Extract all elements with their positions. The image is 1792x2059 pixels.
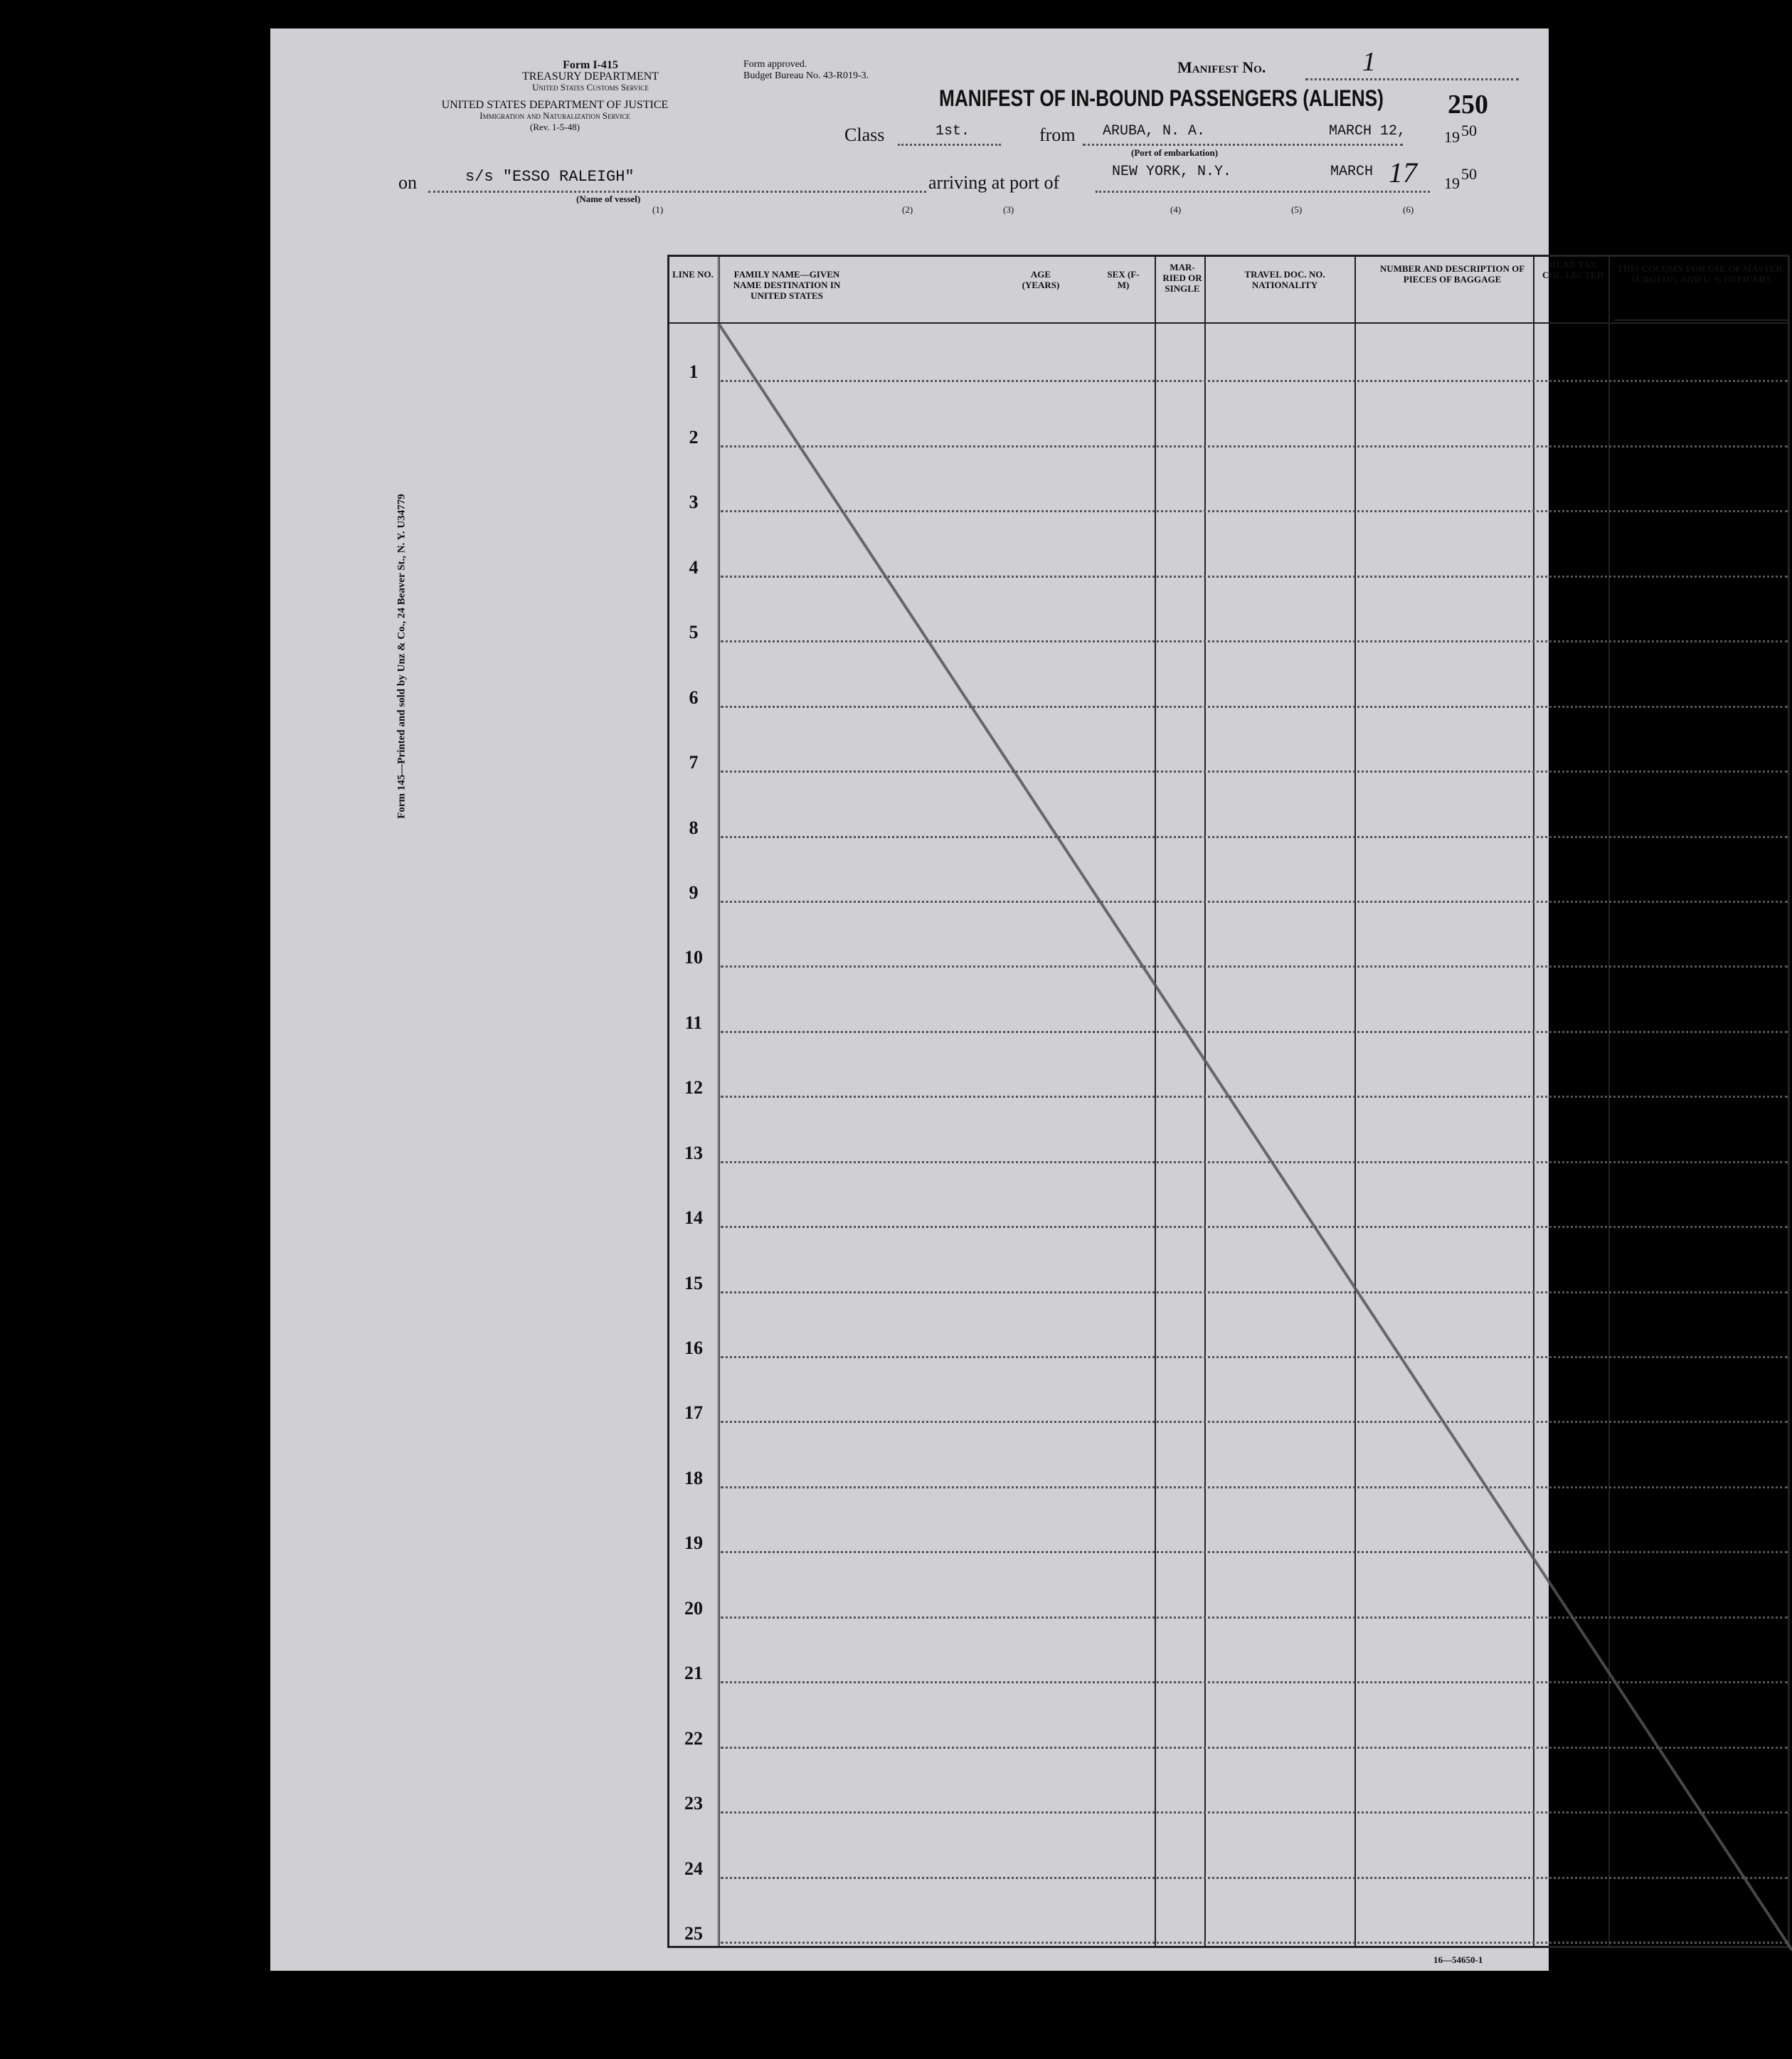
col-header-head-tax: HEAD TAX COL-LECTED — [1542, 259, 1603, 280]
passenger-table — [667, 255, 1790, 1948]
departure-year-prefix: 19 — [1444, 128, 1460, 146]
col-header-married: MAR-RIED OR SINGLE — [1162, 262, 1202, 294]
row-line-number: 10 — [684, 947, 703, 968]
class-label: Class — [844, 125, 885, 145]
treasury-dept: TREASURY DEPARTMENT — [521, 70, 659, 83]
departure-date: MARCH 12, — [1329, 123, 1406, 139]
manifest-page-number: 250 — [1448, 90, 1488, 120]
row-line-number: 12 — [684, 1077, 703, 1099]
printer-side-note: Form 145—Printed and sold by Unz & Co., 24 Beaver St., N. Y. U34779 — [396, 494, 408, 819]
arrival-port: NEW YORK, N.Y. — [1112, 164, 1232, 180]
col-header-name-destination: FAMILY NAME—GIVEN NAME DESTINATION IN UNITED STATES — [733, 269, 841, 301]
row-line-number: 25 — [684, 1922, 703, 1944]
vessel-caption: (Name of vessel) — [576, 194, 641, 204]
row-line-number: 2 — [689, 426, 699, 448]
row-line-number: 6 — [689, 687, 699, 708]
column-number-6: (6) — [1403, 204, 1414, 215]
row-line-number: 14 — [684, 1207, 703, 1229]
arrival-year-prefix: 19 — [1444, 174, 1460, 192]
immigration-service: Immigration and Naturalization Service — [479, 110, 630, 121]
column-number-4: (4) — [1170, 204, 1182, 215]
from-line — [1083, 144, 1403, 146]
row-line-number: 22 — [684, 1727, 703, 1749]
manifest-no-line — [1305, 78, 1519, 80]
column-number-2: (2) — [902, 204, 913, 215]
customs-service: United States Customs Service — [532, 82, 649, 92]
row-line-number: 18 — [684, 1467, 703, 1488]
row-line-number: 23 — [684, 1793, 703, 1814]
row-line-number: 8 — [689, 817, 699, 838]
budget-bureau: Budget Bureau No. 43-R019-3. — [743, 70, 869, 81]
class-line — [898, 144, 1001, 146]
on-label: on — [398, 172, 417, 193]
col-header-sex: SEX (F-M) — [1107, 269, 1140, 290]
from-label: from — [1039, 125, 1076, 145]
col-header-line-no: LINE NO. — [672, 269, 714, 280]
arrival-line — [1096, 191, 1430, 193]
row-line-number: 11 — [684, 1012, 703, 1033]
arriving-label: arriving at port of — [928, 172, 1060, 193]
form-revision: (Rev. 1-5-48) — [530, 122, 580, 132]
arrival-month: MARCH — [1330, 164, 1374, 180]
embark-port: ARUBA, N. A. — [1103, 123, 1206, 139]
col-header-baggage: NUMBER AND DESCRIPTION OF PIECES OF BAGGAGE — [1379, 263, 1525, 285]
row-line-number: 24 — [684, 1858, 703, 1879]
row-line-number: 13 — [684, 1142, 703, 1163]
row-line-number: 17 — [684, 1402, 703, 1424]
column-number-3: (3) — [1003, 204, 1014, 215]
manifest-no-label: Manifest No. — [1177, 58, 1266, 76]
vessel-name: s/s "ESSO RALEIGH" — [465, 168, 635, 186]
row-line-number: 3 — [689, 492, 699, 513]
row-line-number: 21 — [684, 1663, 703, 1684]
row-line-number: 1 — [689, 361, 699, 383]
column-number-1: (1) — [652, 204, 664, 215]
form-approved: Form approved. — [743, 59, 807, 70]
departure-year: 50 — [1461, 122, 1477, 139]
arrival-year: 50 — [1461, 165, 1477, 183]
col-header-officers: THIS COLUMN FOR USE OF MASTER, SURGEON, AND U. S. OFFICERS — [1617, 263, 1785, 285]
footer-code: 16—54650-1 — [1433, 1954, 1483, 1965]
row-line-number: 16 — [684, 1338, 703, 1359]
row-line-number: 9 — [689, 882, 699, 903]
manifest-title: MANIFEST OF IN-BOUND PASSENGERS (ALIENS) — [939, 85, 1384, 111]
col-header-travel-doc: TRAVEL DOC. NO. NATIONALITY — [1244, 269, 1325, 290]
row-line-number: 4 — [689, 556, 699, 578]
class-value: 1st. — [935, 123, 970, 139]
manifest-no-value: 1 — [1362, 47, 1376, 77]
vessel-line — [428, 191, 926, 193]
form-number: Form I-415 — [563, 59, 618, 71]
row-line-number: 5 — [689, 622, 699, 643]
row-line-number: 7 — [689, 752, 699, 773]
cancellation-line — [669, 257, 1792, 1950]
manifest-page — [270, 28, 1785, 1971]
column-number-5: (5) — [1291, 204, 1303, 215]
arrival-day: 17 — [1389, 157, 1417, 189]
port-embarkation-caption: (Port of embarkation) — [1131, 147, 1219, 158]
row-line-number: 20 — [684, 1597, 703, 1619]
row-line-number: 19 — [684, 1533, 703, 1554]
col-header-age: AGE (YEARS) — [1022, 269, 1060, 290]
row-line-number: 15 — [684, 1272, 703, 1293]
justice-dept: UNITED STATES DEPARTMENT OF JUSTICE — [441, 99, 669, 111]
